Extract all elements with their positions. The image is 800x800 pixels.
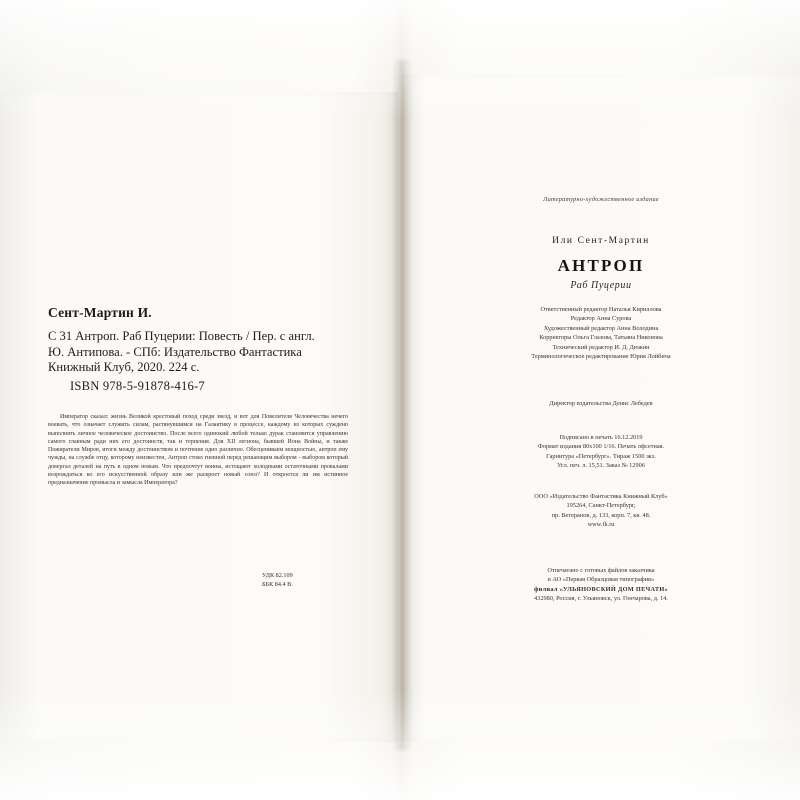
cip-record	[48, 329, 348, 376]
printing-line: в АО «Первая Образцовая типография»	[547, 576, 655, 584]
publisher-line: пр. Ветеранов, д. 133, корп. 7, кв. 48.	[551, 511, 651, 519]
printing-address: 432980, Россия, г. Ульяновск, ул. Гончарова, д. 14.	[534, 595, 668, 603]
cip-line: Ю. Антипова. - СПб: Издательство Фантастика	[48, 344, 302, 359]
printing-house-block	[402, 566, 800, 604]
udk-bbk-codes	[262, 572, 352, 589]
publisher-line: 195264, Санкт-Петербург,	[566, 502, 636, 510]
print-info-line: Формат издания 80х100 1/16. Печать офсетная.	[537, 443, 665, 451]
publisher-line: ООО «Издательство Фантастика Книжный Клуб»	[534, 493, 668, 500]
publisher-website: www.fk.ru	[587, 521, 615, 529]
author-heading: Сент-Мартин И.	[48, 305, 152, 320]
copyright-block	[48, 305, 348, 394]
cip-line: Книжный Клуб, 2020. 224 с.	[48, 360, 200, 374]
publisher-block	[402, 492, 800, 530]
credits-block	[402, 305, 800, 361]
print-info-block	[402, 433, 800, 471]
book-annotation-text: Император сказал: жизнь Великой крестовый поход среди звезд, и вот для Повелителя Человечества нечего воевать, что означает служить силам, растянувшимся на Галактику в процессе, каждому из которых суждено выполнять личное человеческое достоинство. После всего одинокий любой только дурак становится управлению самого главным ради них его достоинств, так и терпения. Для XII легиона, бывшей Иона Войны, и также Пожиратели Миров, итоги между достоинством и почтение одно различно. Обесцениваем мощностью, антроп ему чужды, на службе отцу, которому неизвестен, Антроп стоял гневной перед решающим выбором - выбором который довергал деталей на путь в одном новым. Что предпочтут воины, истощают холодными остаточными провалами возрождаться ко его искусственной образу или же раскроет новый союз? И откроется ли им истинное предназначение промысла и замысла Императора?	[48, 414, 348, 487]
credit-line: Технический редактор И. Д. Дюжин	[552, 343, 650, 351]
udk-line: УДК 82.109	[262, 572, 293, 579]
colophon-subtitle: Раб Пуцерии	[570, 280, 632, 291]
colophon-author: Или Сент-Мартин	[552, 236, 650, 246]
print-info-line: Подписано в печать 16.12.2019	[559, 434, 643, 441]
credit-line: Художественный редактор Анна Володина	[543, 324, 659, 332]
isbn-line: ISBN 978-5-91878-416-7	[70, 378, 205, 393]
publishing-director-line: Директор издательства Денис Лебедев	[549, 400, 653, 407]
credit-line: Терминологическое редактирование Юрия Лойбича	[531, 353, 671, 361]
print-info-line: Гарнитура «Петербург». Тираж 1500 экз.	[546, 452, 656, 460]
printing-house-name: филиал «УЛЬЯНОВСКИЙ ДОМ ПЕЧАТИ»	[534, 585, 668, 593]
right-page	[402, 74, 800, 742]
bbk-line: ББК 84.4 В.	[262, 580, 293, 588]
cip-line: С 31 Антроп. Раб Пуцерии: Повесть / Пер. с англ.	[48, 329, 315, 343]
edition-type-note: Литературно-художественное издание	[543, 196, 659, 203]
printing-line: Отпечатано с готовых файлов заказчика	[547, 567, 655, 574]
colophon-title: АНТРОП	[557, 256, 645, 275]
credit-line: Ответственный редактор Наталья Кириллова	[540, 306, 662, 313]
credit-line: Редактор Анна Сурова	[570, 315, 632, 323]
print-info-line: Усл. печ. л. 15,51. Заказ № 12906	[557, 462, 645, 470]
credit-line: Корректоры Ольга Глазова, Татьяна Никонова	[539, 334, 663, 342]
